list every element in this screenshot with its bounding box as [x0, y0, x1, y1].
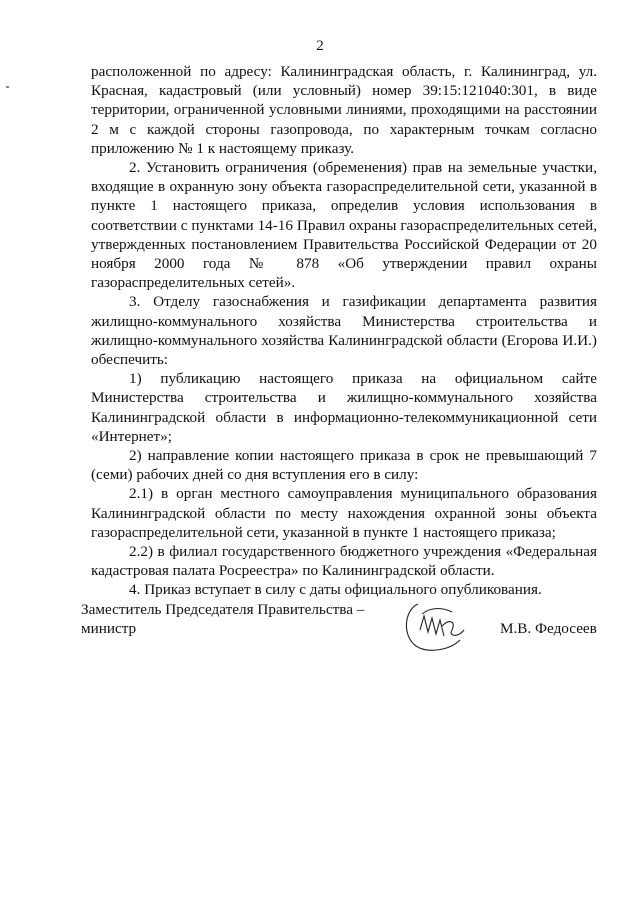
signatory-position	[81, 600, 364, 638]
signatory-position-line2: министр	[81, 620, 137, 637]
scan-artifact	[6, 86, 9, 88]
document-body	[91, 62, 597, 600]
paragraph-2: 2. Установить ограничения (обременения) прав на земельные участки, входящие в охранную зону объекта газораспределительной сети, указанной в пункте 1 настоящего приказа, определив условия использования в соответствии с пунктами 14-16 Правил охраны газораспределительных сетей, утвержденных постановлением Правительства Российской Федерации от 20 ноября 2000 года № 878 «Об утверждении правил охраны газораспределительных сетей».	[91, 159, 597, 292]
page-number: 2	[316, 38, 324, 54]
paragraph-3-item-1: 1) публикацию настоящего приказа на официальном сайте Министерства строительства и жилищно-коммунального хозяйства Калининградской области в информационно-телекоммуникационной сети «Интернет»;	[91, 370, 597, 445]
paragraph-1-continuation: расположенной по адресу: Калининградская область, г. Калининград, ул. Красная, кадастровый (или условный) номер 39:15:121040:301, в виде территории, ограниченной условными линиями, проходящими на расстоянии 2 м с каждой стороны газопровода, по характерным точкам согласно приложению № 1 к настоящему приказу.	[91, 63, 597, 157]
paragraph-3-item-2-1: 2.1) в орган местного самоуправления муниципального образования Калининградской области по месту нахождения охранной зоны объекта газораспределительной сети, указанной в пункте 1 настоящего приказа;	[91, 485, 597, 541]
signatory-name: М.В. Федосеев	[500, 620, 597, 637]
signatory-position-line1: Заместитель Председателя Правительства –	[81, 601, 365, 618]
handwritten-signature	[398, 596, 478, 654]
paragraph-3-item-2-2: 2.2) в филиал государственного бюджетного учреждения «Федеральная кадастровая палата Росреестра» по Калининградской области.	[91, 543, 597, 580]
paragraph-3-item-2: 2) направление копии настоящего приказа в срок не превышающий 7 (семи) рабочих дней со дня вступления его в силу:	[91, 447, 597, 484]
paragraph-4: 4. Приказ вступает в силу с даты официального опубликования.	[129, 581, 542, 599]
paragraph-3: 3. Отделу газоснабжения и газификации департамента развития жилищно-коммунального хозяйства Министерства строительства и жилищно-коммунального хозяйства Калининградской области (Егорова И.И.) обеспечить:	[91, 293, 597, 369]
